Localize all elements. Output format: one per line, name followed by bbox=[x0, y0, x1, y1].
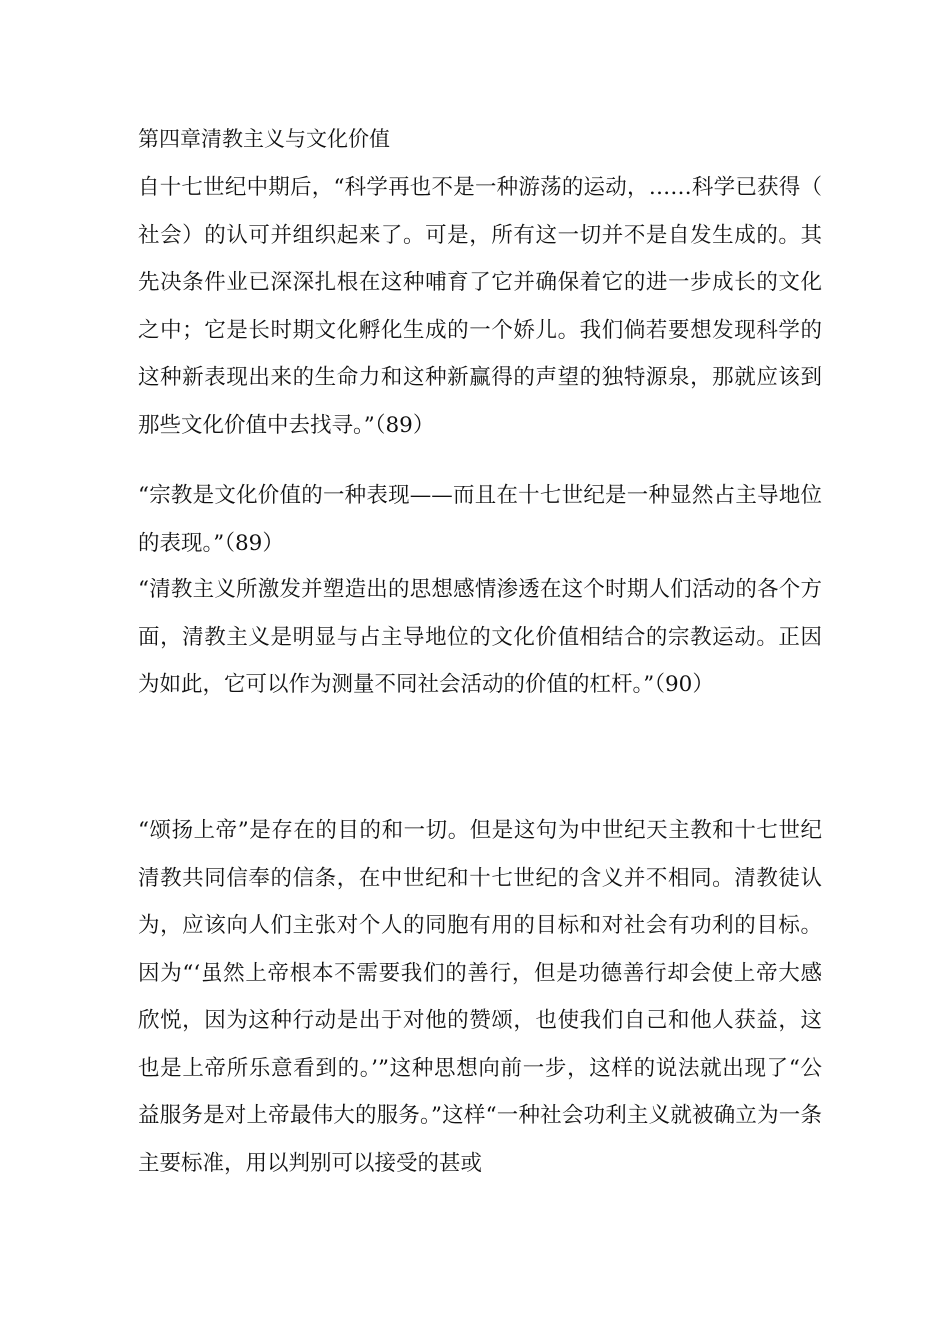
paragraph-glorify-god: “颂扬上帝”是存在的目的和一切。但是这句为中世纪天主教和十七世纪清教共同信奉的信条，在中世纪和十七世纪的含义并不相同。清教徒认为，应该向人们主张对个人的同胞有用的目标和对社会有功利的目标。因为“‘虽然上帝根本不需要我们的善行，但是功德善行却会使上帝大感欣悦，因为这种行动是出于对他的赞颂，也使我们自己和他人获益，这也是上帝所乐意看到的。’”这种思想向前一步，这样的说法就出现了“公益服务是对上帝最伟大的服务。”这样“一种社会功利主义就被确立为一条主要标准，用以判别可以接受的甚或 bbox=[138, 818, 822, 1176]
paragraph-puritanism-lever: “清教主义所激发并塑造出的思想感情渗透在这个时期人们活动的各个方面，清教主义是明显与占主导地位的文化价值相结合的宗教运动。正因为如此，它可以作为测量不同社会活动的价值的杠杆。”（90） bbox=[138, 577, 822, 697]
chapter-title: 第四章清教主义与文化价值 bbox=[138, 127, 390, 151]
paragraph-religion-value: “宗教是文化价值的一种表现——而且在十七世纪是一种显然占主导地位的表现。”（89） bbox=[138, 483, 822, 556]
paragraph-science-culture: 自十七世纪中期后，“科学再也不是一种游荡的运动，……科学已获得（社会）的认可并组织起来了。可是，所有这一切并不是自发生成的。其先决条件业已深深扎根在这种哺育了它并确保着它的进一步成长的文化之中；它是长时期文化孵化生成的一个娇儿。我们倘若要想发现科学的这种新表现出来的生命力和这种新赢得的声望的独特源泉，那就应该到那些文化价值中去找寻。”（89） bbox=[138, 175, 822, 438]
